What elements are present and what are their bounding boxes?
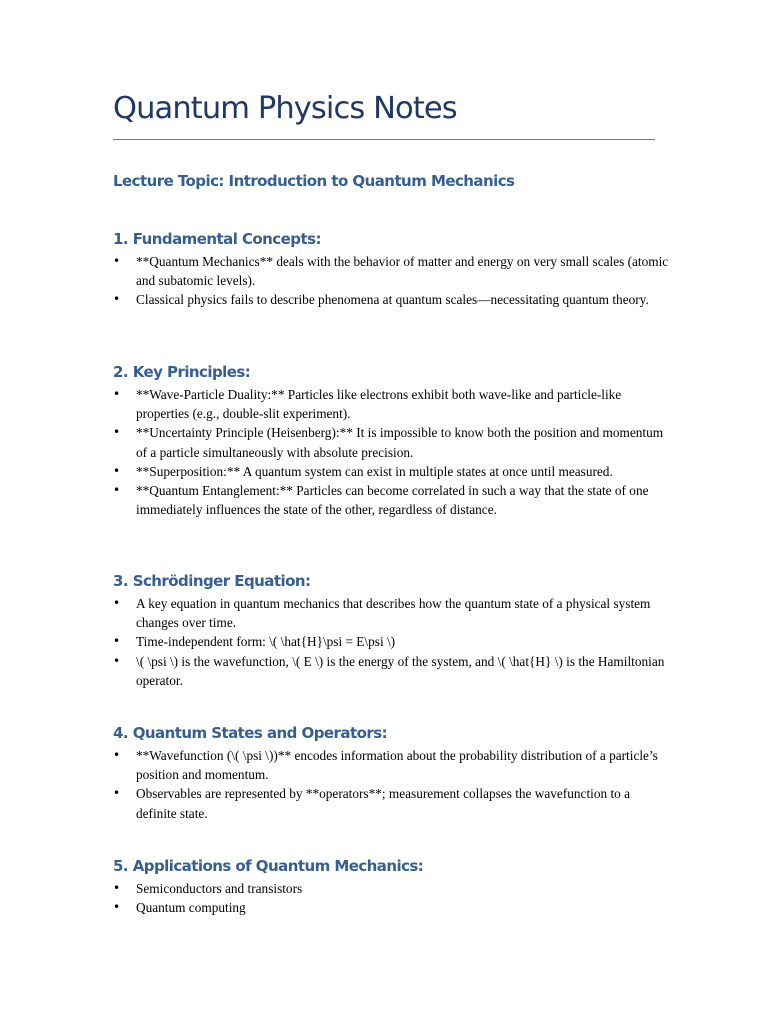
bullet-icon: • xyxy=(113,387,121,401)
list-item-text: **Wavefunction (\( \psi \))** encodes information about the probability distribution of a particle’s position and momentum. xyxy=(136,748,658,783)
list-item xyxy=(113,594,673,632)
section-heading: 2. Key Principles: xyxy=(113,363,251,381)
bullet-icon: • xyxy=(113,463,121,478)
list-item-text: \( \psi \) is the wavefunction, \( E \) is the energy of the system, and \( \hat{H} \) is the Hamiltonian operator. xyxy=(136,653,665,688)
bullet-icon: • xyxy=(113,596,121,610)
section-heading: 1. Fundamental Concepts: xyxy=(113,230,321,248)
bullet-icon: • xyxy=(113,786,121,801)
section-key-principles xyxy=(113,362,673,519)
section-heading: 3. Schrödinger Equation: xyxy=(113,572,311,590)
title-underline-rule xyxy=(113,139,655,140)
list-item xyxy=(113,879,673,898)
list-item-text: **Quantum Mechanics** deals with the behavior of matter and energy on very small scales (atomic and subatomic levels). xyxy=(136,254,669,289)
list-item xyxy=(113,898,673,917)
list-item-text: Quantum computing xyxy=(136,900,246,916)
lecture-topic-heading: Lecture Topic: Introduction to Quantum Mechanics xyxy=(113,172,515,190)
document-title: Quantum Physics Notes xyxy=(113,91,457,126)
bullet-icon: • xyxy=(113,483,121,498)
bullet-list xyxy=(113,879,673,917)
bullet-icon: • xyxy=(113,748,121,762)
list-item-text: **Uncertainty Principle (Heisenberg):** It is impossible to know both the position and momentum of a particle simultaneously with absolute precision. xyxy=(136,425,664,460)
list-item xyxy=(113,423,673,461)
section-heading: 4. Quantum States and Operators: xyxy=(113,724,388,742)
list-item-text: A key equation in quantum mechanics that describes how the quantum state of a physical system changes over time. xyxy=(136,596,651,631)
list-item-text: Semiconductors and transistors xyxy=(136,881,303,896)
list-item xyxy=(113,784,673,822)
list-item-text: **Wave-Particle Duality:** Particles like electrons exhibit both wave-like and particle-like properties (e.g., double-slit experiment). xyxy=(136,387,622,422)
section-fundamental-concepts xyxy=(113,229,673,310)
section-applications xyxy=(113,856,673,917)
bullet-icon: • xyxy=(113,634,121,649)
list-item xyxy=(113,746,673,784)
list-item-text: Classical physics fails to describe phenomena at quantum scales—necessitating quantum theory. xyxy=(136,292,649,308)
list-item-text: Observables are represented by **operators**; measurement collapses the wavefunction to a definite state. xyxy=(136,786,631,821)
bullet-icon: • xyxy=(113,254,121,268)
list-item xyxy=(113,290,673,309)
list-item xyxy=(113,385,673,423)
list-item-text: **Superposition:** A quantum system can exist in multiple states at once until measured. xyxy=(136,463,613,479)
list-item-text: Time-independent form: \( \hat{H}\psi = E\psi \) xyxy=(136,634,396,650)
list-item xyxy=(113,632,673,651)
bullet-icon: • xyxy=(113,425,121,440)
bullet-icon: • xyxy=(113,881,121,895)
bullet-icon: • xyxy=(113,292,121,307)
bullet-list xyxy=(113,252,673,310)
list-item xyxy=(113,481,673,519)
section-quantum-states-operators xyxy=(113,723,673,823)
list-item xyxy=(113,652,673,690)
list-item-text: **Quantum Entanglement:** Particles can become correlated in such a way that the state of one immediately influences the state of the other, regardless of distance. xyxy=(136,483,649,518)
bullet-icon: • xyxy=(113,653,121,668)
bullet-list xyxy=(113,594,673,690)
bullet-list xyxy=(113,746,673,823)
list-item xyxy=(113,462,673,481)
list-item xyxy=(113,252,673,290)
section-schrodinger-equation xyxy=(113,571,673,690)
bullet-list xyxy=(113,385,673,519)
section-heading: 5. Applications of Quantum Mechanics: xyxy=(113,857,424,875)
bullet-icon: • xyxy=(113,900,121,915)
